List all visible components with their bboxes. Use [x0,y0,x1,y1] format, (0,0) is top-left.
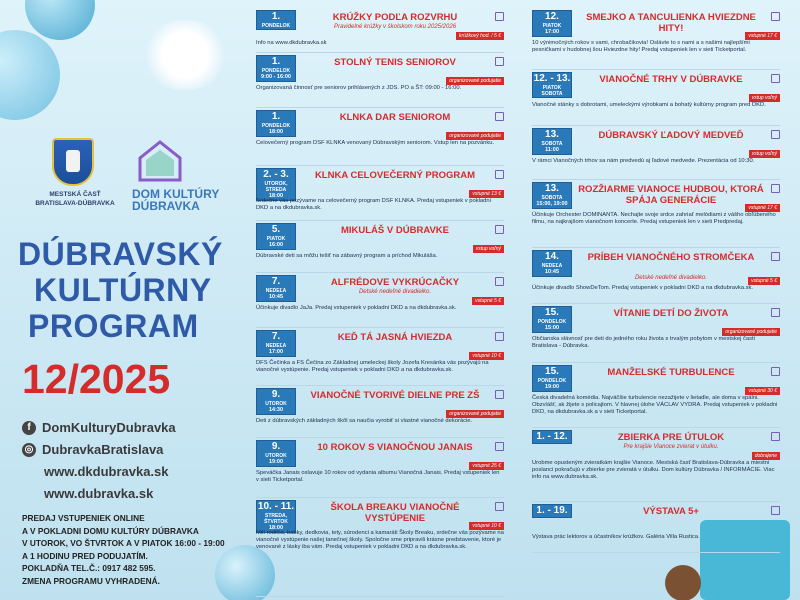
event-date-badge [532,365,572,392]
event-weekday: STREDA, ŠTVRTOK [264,513,288,525]
event-time: 10:45 [544,269,560,275]
event-divider [532,247,780,248]
dkd-house-icon [771,506,780,515]
event-date: 12. - 13. [533,73,571,84]
event-time: 11:00 [545,147,559,153]
event-weekday: PONDELOK [261,123,291,129]
event-price-tag: organizované podujatie [446,77,504,85]
event-divider [256,165,504,166]
event-description: Účinkuje divadlo ShowDeTom. Predaj vstupeniek v pokladni DKD a na dkdubravka.sk. [532,285,754,291]
event-price-tag: vstupné 30 € [745,387,780,395]
dkd-house-icon [495,57,504,66]
event-price-tag: vstup voľný [473,245,504,253]
program-date: 12/2025 [22,356,171,402]
event-item [256,10,504,54]
info-line: ZMENA PROGRAMU VYHRADENÁ. [22,575,160,586]
event-date: 15. [545,366,559,377]
event-price-tag: organizované podujatie [722,328,780,336]
web-link-2[interactable]: www.dubravka.sk [44,486,154,501]
event-title: MIKULÁŠ V DÚBRAVKE [340,225,450,236]
event-date-badge [532,250,572,277]
event-subtitle: Detské nedeľné divadielko. [358,289,432,295]
event-date: 5. [271,224,281,235]
event-weekday: PONDELOK [537,378,567,384]
event-date-badge [256,388,296,415]
facebook-icon: f [22,421,36,435]
event-description: Celovečerný program DSF KLNKA venovaný Dúbravským seniorom. Vstup len na pozvánku. [256,140,495,146]
event-weekday: UTOROK [265,401,287,407]
event-title: ZBIERKA PRE ÚTULOK [617,432,725,443]
event-weekday: SOBOTA [541,141,563,147]
event-time: 10:45 [268,294,284,300]
event-divider [256,220,504,221]
left-panel [0,0,250,600]
event-item [256,110,504,167]
event-time: 15:00 [544,325,560,331]
event-item [532,250,780,305]
facebook-link[interactable] [22,420,176,435]
event-date: 13. [545,183,559,194]
event-divider [532,501,780,502]
event-title: VIANOČNÉ TRHY V DÚBRAVKE [599,74,743,85]
event-date: 7. [271,276,281,287]
event-weekday: NEDEĽA [265,288,287,294]
event-item [256,388,504,439]
dkd-house-icon [771,184,780,193]
event-weekday: PONDELOK [537,319,567,325]
event-description: Česká divadelná komédia. Najväčšie turbulencie nezažijete v lietadle, ale doma v spálni. Obzvlášť, ak žijete s policajtom. V hlavnej úlohe VÁCLAV VYDRA. Predaj vstupeniek v pokladni DKD, na dkdubravka.sk a v sieti Ticketportal. [532,395,778,415]
event-price-tag: krúžkový hod. / 5 € [456,32,504,40]
event-subtitle: Detské nedeľné divadielko. [634,275,708,281]
event-date-badge [532,430,572,444]
instagram-icon: ◎ [22,443,36,457]
event-title: MANŽELSKÉ TURBULENCE [607,367,735,378]
event-date: 1. [271,56,281,67]
event-divider [532,552,780,553]
event-date-badge [256,168,296,201]
event-title: KLNKA DAR SENIOROM [339,112,451,123]
event-date: 9. [271,441,281,452]
event-date-badge [532,10,572,37]
dkd-house-icon [771,130,780,139]
event-time: 9:00 - 16:00 [261,74,291,80]
event-price-tag: vstupné 5 € [748,277,780,285]
event-item [532,10,780,71]
event-date-badge [532,504,572,518]
event-date-badge [256,223,296,250]
event-date-badge [532,72,572,98]
event-item [532,306,780,364]
event-date-badge [256,330,296,357]
dkd-house-icon [771,432,780,441]
event-title: KRÚŽKY PODĽA ROZVRHU [332,12,458,23]
house-logo-icon [136,136,184,184]
event-date: 14. [545,251,559,262]
event-time: 19:00 [268,459,284,465]
event-date-badge [532,128,572,155]
event-title: 10 ROKOV S VIANOČNOU JANAIS [317,442,473,453]
event-title: SMEJKO A TANCULIENKA HVIEZDNE HITY! [586,12,756,34]
org-name [132,188,219,212]
dkd-house-icon [495,442,504,451]
event-time: 18:00 [268,525,284,531]
instagram-handle: DubravkaBratislava [42,442,164,457]
event-date: 13. [545,129,559,140]
event-date: 1. - 12. [536,431,568,442]
event-date: 2. - 3. [263,169,289,180]
event-divider [256,385,504,386]
event-item [256,275,504,329]
event-divider [256,497,504,498]
event-date: 1. [271,11,281,22]
event-title: ŠKOLA BREAKU VIANOČNÉ VYSTÚPENIE [330,502,460,524]
event-item [532,182,780,249]
event-description: Vianočné stánky s dobrotami, umeleckými výrobkami a bohatý kultúrny program pred DKD. [532,102,766,108]
event-divider [256,52,504,53]
event-item [532,430,780,503]
info-line: POKLADŇA TEL.Č.: 0917 482 595. [22,563,156,573]
web-link-1[interactable]: www.dkdubravka.sk [44,464,169,479]
event-date-badge [256,440,296,467]
event-time: 18:00 [268,193,284,199]
event-date-badge [256,10,296,30]
event-divider [532,179,780,180]
event-description: Organizovaná činnosť pre seniorov prihlásených z JDS. PO a ŠT: 09:00 - 16:00. [256,85,462,91]
dkd-house-icon [495,12,504,21]
event-item [256,168,504,222]
event-divider [256,437,504,438]
event-title: VIANOČNÉ TVORIVÉ DIELNE PRE ZŠ [310,390,480,401]
event-divider [256,107,504,108]
facebook-handle: DomKulturyDubravka [42,420,176,435]
event-title: ALFRÉDOVE VYKRÚCAČKY [330,277,460,288]
dkd-house-icon [771,367,780,376]
city-name: MESTSKÁ ČASŤ BRATISLAVA-DÚBRAVKA [35,191,115,207]
info-line: A V POKLADNI DOMU KULTÚRY DÚBRAVKA [22,525,199,536]
event-item [256,223,504,274]
event-description: Milí rodičia, babky, dedkovia, tety, súrodenci a kamaráti Školy Breaku, srdečne vás pozývame na vianočné vystúpenie našej tanečnej školy. Spoločne sme pripravili krásne predstavenie, ktoré je venované z lásky iba vám. Predaj vstupeniek v pokladni DKD a na dkdubravka.sk. [256,530,504,550]
org-name-line2: DÚBRAVKA [132,199,200,213]
event-weekday: PIATOK SOBOTA [541,85,563,97]
event-description: Speváčka Janais oslavuje 10 rokov od vydania albumu Vianočná Janais. Predaj vstupeniek len v sieti Ticketportal. [256,470,500,483]
event-date-badge [532,182,572,209]
event-item [256,500,504,598]
event-title: VÍTANIE DETÍ DO ŽIVOTA [613,308,729,319]
dkd-house-icon [771,12,780,21]
pinecone-deco [665,565,701,600]
event-title: KLNKA CELOVEČERNÝ PROGRAM [314,170,476,181]
event-item [532,128,780,181]
ticket-info [22,512,262,587]
event-time: 17:00 [544,29,560,35]
org-name-line1: DOM KULTÚRY [132,187,220,201]
dkd-house-icon [495,332,504,341]
event-title: DÚBRAVSKÝ ĽADOVÝ MEDVEĎ [598,130,744,141]
event-time: 15:00, 19:00 [536,201,568,207]
event-date-badge [256,110,296,137]
event-item [532,365,780,429]
event-divider [532,362,780,363]
event-divider [532,303,780,304]
event-date: 15. [545,307,559,318]
instagram-link[interactable] [22,442,163,457]
event-title: ROZŽIARME VIANOCE HUDBOU, KTORÁ SPÁJA GENERÁCIE [578,184,764,206]
event-price-tag: vstupné 5 € [472,297,504,305]
event-date: 1. - 19. [536,505,568,516]
event-description: Info na www.dkdubravka.sk [256,40,327,46]
event-weekday: SOBOTA [541,195,563,201]
event-date-badge [256,500,296,533]
event-description: Účinkuje divadlo JaJa. Predaj vstupeniek v pokladni DKD a na dkdubravka.sk. [256,305,457,311]
event-price-tag: vstupné 13 € [469,190,504,198]
event-item [256,55,504,109]
event-description: Srdečne vás pozývame na celovečerný program DSF KLNKA. Predaj vstupeniek v pokladni DKD a na dkdubravka.sk. [256,198,491,211]
event-price-tag: vstup voľný [749,150,780,158]
event-date: 10. - 11. [257,501,295,512]
event-weekday: PIATOK [542,23,562,29]
event-description: Dúbravské deti sa môžu tešiť na zábavný program a príchod Mikuláša. [256,253,438,259]
event-item [532,504,780,554]
event-date: 1. [271,111,281,122]
info-line: PREDAJ VSTUPENIEK ONLINE [22,513,145,523]
event-subtitle: Pravidelné krúžky v školskom roku 2025/2026 [333,24,457,30]
event-divider [256,596,504,597]
dkd-house-icon [495,502,504,511]
event-description: Urobme opusteným zvieratkám krajšie Vianoce. Mestská časť Bratislava-Dúbravka a miestni poslanci pokračujú v zbierke pre zvieratá v útulku. Dom kultúry Dúbravka / INFORMÁCIE. Viac info na www.dubravka.sk. [532,460,775,480]
event-weekday: NEDEĽA [541,263,563,269]
event-item [256,440,504,499]
headline-line3: PROGRAM [28,308,199,344]
event-time: 19:00 [544,384,560,390]
event-weekday: UTOROK [265,453,287,459]
event-title: STOLNÝ TENIS SENIOROV [334,57,456,68]
event-description: DFS Čečinka a FS Čečina zo Základnej umeleckej školy Jozefa Kresánka vás pozývajú na vianočné vystúpenie. Predaj vstupeniek v pokladni DKD a na dkdubravka.sk. [256,360,489,373]
event-divider [532,125,780,126]
event-date: 12. [545,11,559,22]
event-description: V rámci Vianočných trhov sa nám predvedú aj ľadové medvede. Prezentácia od 10:30. [532,158,755,164]
event-description: Deti z dúbravských základných škôl sa naučia vyrobiť si vlastné vianočné dekorácie. [256,418,473,424]
event-description: 10 výnimočných rokov s vami, chrobačikovia! Oslávte to s nami a s našimi najlepšími pesničkami v hudobnej šou Hviezdne hity! Predaj vstupeniek len v sieti Ticketportal. [532,40,750,53]
event-price-tag: vstupné 10 € [469,352,504,360]
headline-line2: KULTÚRNY [34,272,212,308]
event-price-tag: vstupné 17 € [745,204,780,212]
event-title: KEĎ TÁ JASNÁ HVIEZDA [337,332,453,343]
event-price-tag: vstupné 25 € [469,462,504,470]
event-description: Občianska slávnosť pre deti do jedného roku života s trvalým pobytom v mestskej časti Bratislava - Dúbravka. [532,336,755,349]
event-item [256,330,504,387]
event-weekday: UTOROK, STREDA [264,181,288,193]
event-description: Výstava prác lektorov a účastníkov krúžkov. Galéria Villa Rustica. [532,534,700,540]
event-time: 16:00 [268,242,284,248]
dkd-house-icon [495,170,504,179]
event-price-tag: vstupné 10 € [469,522,504,530]
dkd-house-icon [495,277,504,286]
event-weekday: PIATOK [266,236,286,242]
event-date-badge [256,55,296,82]
event-weekday: NEDEĽA [265,343,287,349]
dkd-house-icon [495,390,504,399]
info-line: A 1 HODINU PRED PODUJATÍM. [22,550,148,561]
event-title: VÝSTAVA 5+ [643,506,699,517]
headline-line1: DÚBRAVSKÝ [18,236,223,272]
event-description: Účinkuje Orchester DOMINANTA. Nechajte svoje srdce zahriať melódiami z vášho obľúbeného filmu, na najkrajšom vianočnom koncerte. Predaj vstupeniek len v sieti Predpredaj. [532,212,776,225]
event-date-badge [532,306,572,333]
event-weekday: PONDELOK [261,23,291,29]
event-time: 17:00 [268,349,284,355]
event-price-tag: dobrajene [752,452,780,460]
event-price-tag: organizované podujatie [446,410,504,418]
event-price-tag: vstup voľný [749,94,780,102]
info-line: V UTOROK, VO ŠTVRTOK A V PIATOK 16:00 - 19:00 [22,538,225,548]
event-item [532,72,780,127]
event-divider [256,272,504,273]
event-divider [256,327,504,328]
event-date: 9. [271,389,281,400]
dkd-house-icon [495,112,504,121]
event-time: 18:00 [268,129,284,135]
event-date-badge [256,275,296,302]
event-subtitle: Pre krajšie Vianoce zvierat v útulku. [623,444,719,450]
event-weekday: PONDELOK [261,68,291,74]
event-date: 7. [271,331,281,342]
event-divider [532,69,780,70]
city-crest-icon [52,138,94,186]
event-price-tag: organizované podujatie [446,132,504,140]
dkd-house-icon [771,308,780,317]
dkd-house-icon [771,74,780,83]
event-divider [532,427,780,428]
dkd-house-icon [771,252,780,261]
event-time: 14:30 [268,407,284,413]
event-price-tag: vstupné 17 € [745,32,780,40]
event-title: PRÍBEH VIANOČNÉHO STROMČEKA [587,252,755,263]
dkd-house-icon [495,225,504,234]
